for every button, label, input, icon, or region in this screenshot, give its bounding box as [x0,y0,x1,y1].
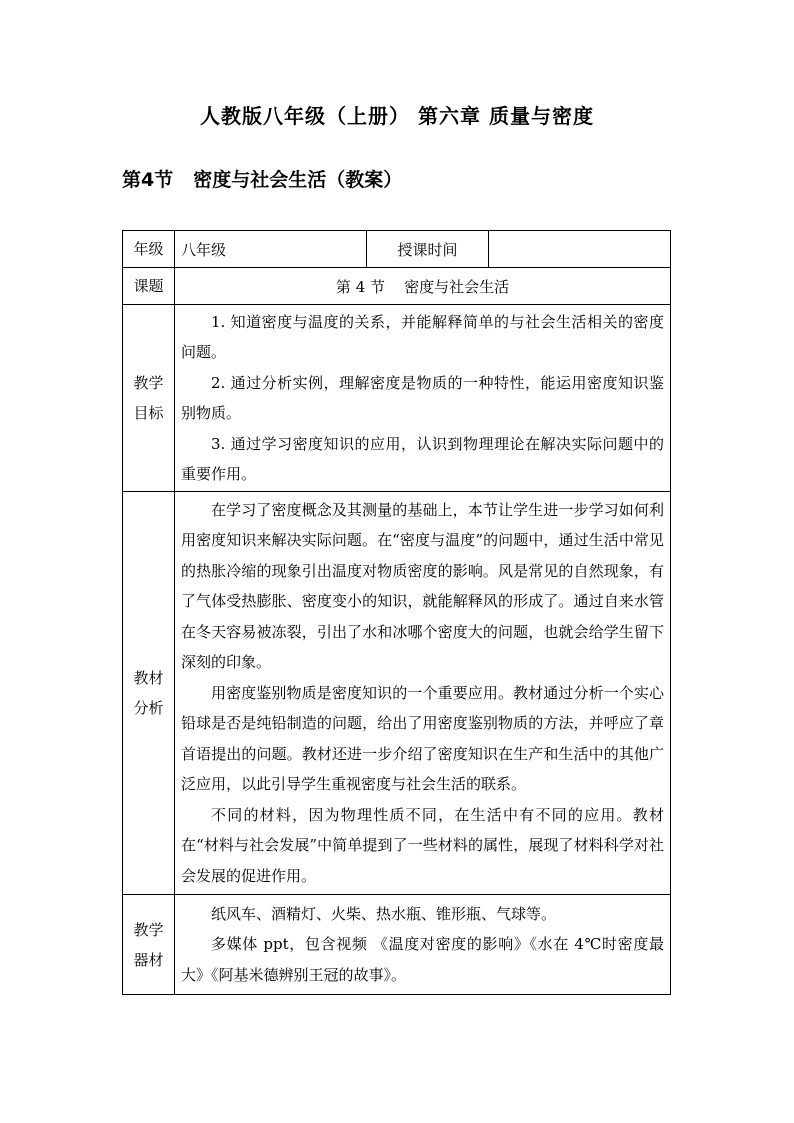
analysis-label-line: 分析 [133,699,164,717]
goals-row [123,305,671,492]
goal-item: 1. 知道密度与温度的关系，并能解释简单的与社会生活相关的密度问题。 [181,312,664,361]
analysis-label [123,492,175,895]
equipment-item: 多媒体 ppt，包含视频 《温度对密度的影响》《水在 4℃时密度最大》《阿基米德辨别王冠的故事》。 [181,935,664,984]
equipment-label-line: 器材 [133,950,164,969]
equipment-label-line: 教学 [133,920,164,939]
equipment-label [123,895,175,995]
grade-row [123,231,671,268]
lesson-plan-table [122,230,671,995]
analysis-paragraph: 在学习了密度概念及其测量的基础上，本节让学生进一步学习如何利用密度知识来解决实际问题。在“密度与温度”的问题中，通过生活中常见的热胀冷缩的现象引出温度对物质密度的影响。风是常见的自然现象，有了气体受热膨胀、密度变小的知识，就能解释风的形成了。通过自来水管在冬天容易被冻裂，引出了水和冰哪个密度大的问题，也就会给学生留下深刻的印象。 [181,500,664,672]
goals-label [123,305,175,492]
goals-label-line: 教学 [133,374,164,392]
document-title: 人教版八年级（上册） 第六章 质量与密度 [200,104,594,128]
equipment-content [175,895,671,995]
analysis-label-line: 教材 [133,669,164,687]
grade-label: 年级 [123,231,175,268]
analysis-paragraph: 不同的材料，因为物理性质不同，在生活中有不同的应用。教材在“材料与社会发展”中简单提到了一些材料的属性，展现了材料科学对社会发展的促进作用。 [181,805,664,885]
goal-item: 3. 通过学习密度知识的应用，认识到物理理论在解决实际问题中的重要作用。 [181,434,664,483]
goals-label-line: 目标 [133,404,164,422]
goals-content [175,305,671,492]
analysis-row [123,492,671,895]
topic-value: 第 4 节 密度与社会生活 [175,268,671,305]
analysis-paragraph: 用密度鉴别物质是密度知识的一个重要应用。教材通过分析一个实心铅球是否是纯铅制造的问题，给出了用密度鉴别物质的方法，并呼应了章首语提出的问题。教材还进一步介绍了密度知识在生产和生活中的其他广泛应用，以此引导学生重视密度与社会生活的联系。 [181,683,664,794]
grade-value: 八年级 [175,231,367,268]
section-number: 第4节 [122,169,174,191]
time-label: 授课时间 [367,231,489,268]
equipment-row [123,895,671,995]
goal-item: 2. 通过分析实例，理解密度是物质的一种特性，能运用密度知识鉴别物质。 [181,373,664,422]
section-name: 密度与社会生活（教案） [193,169,403,191]
equipment-item: 纸风车、酒精灯、火柴、热水瓶、锥形瓶、气球等。 [211,904,557,923]
section-title [122,165,402,192]
topic-label: 课题 [123,268,175,305]
analysis-content [175,492,671,895]
topic-row [123,268,671,305]
time-value [489,231,671,268]
